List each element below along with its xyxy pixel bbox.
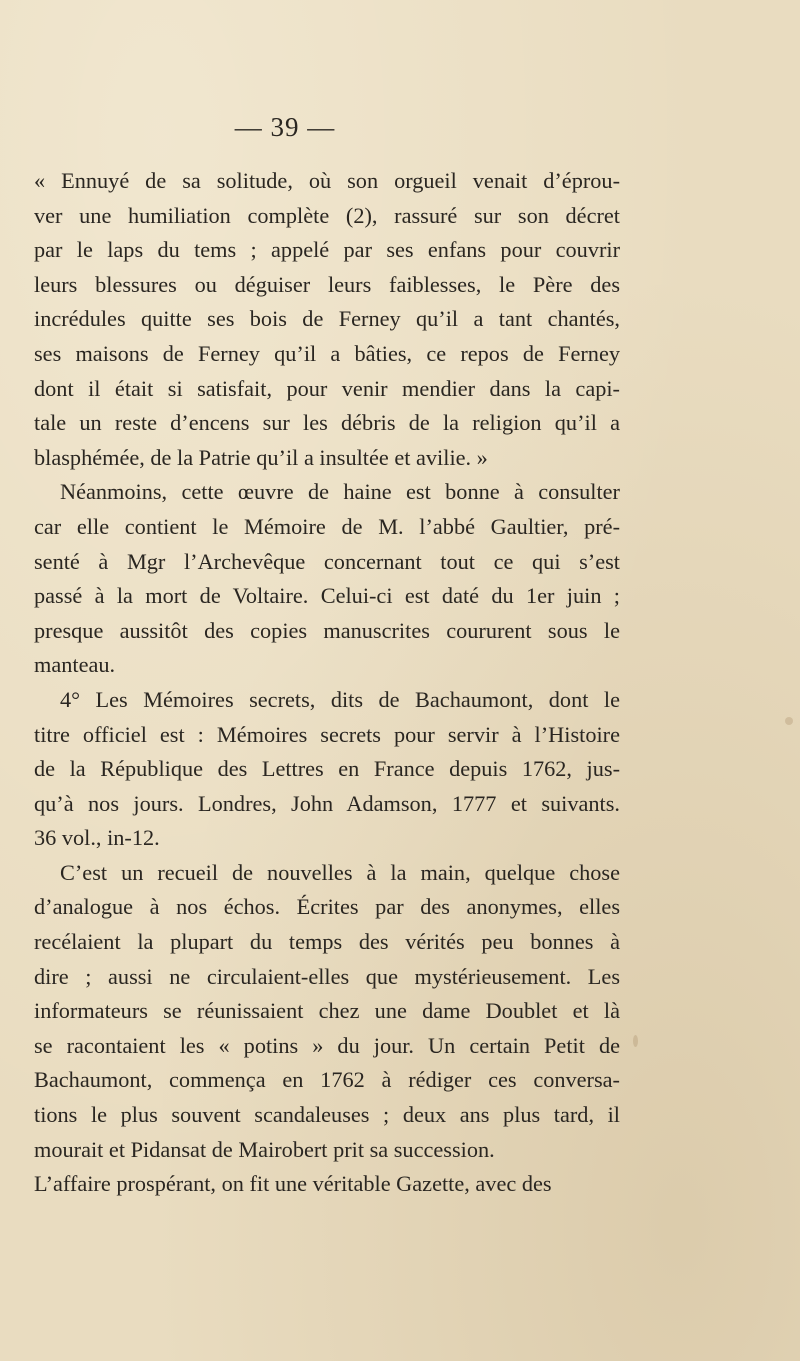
- text-line: de la République des Lettres en France depuis 1762, jus-: [34, 756, 620, 782]
- text-line: Néanmoins, cette œuvre de haine est bonne à consulter: [60, 479, 620, 505]
- page-text: [34, 164, 620, 1202]
- text-line: qu’à nos jours. Londres, John Adamson, 1777 et suivants.: [34, 790, 620, 816]
- text-line: manteau.: [34, 652, 116, 678]
- text-line: se racontaient les « potins » du jour. Un certain Petit de: [34, 1032, 620, 1058]
- text-line: passé à la mort de Voltaire. Celui-ci est daté du 1er juin ;: [34, 583, 620, 609]
- text-line: dont il était si satisfait, pour venir mendier dans la capi-: [34, 375, 620, 401]
- text-line: presque aussitôt des copies manuscrites coururent sous le: [34, 617, 620, 643]
- text-line: informateurs se réunissaient chez une dame Doublet et là: [34, 998, 620, 1024]
- text-line: tale un reste d’encens sur les débris de la religion qu’il a: [34, 410, 620, 436]
- text-line: car elle contient le Mémoire de M. l’abbé Gaultier, pré-: [34, 513, 620, 539]
- text-line: 4° Les Mémoires secrets, dits de Bachaumont, dont le: [60, 686, 620, 712]
- text-line: d’analogue à nos échos. Écrites par des anonymes, elles: [34, 894, 620, 920]
- text-line: ses maisons de Ferney qu’il a bâties, ce repos de Ferney: [34, 340, 620, 366]
- text-line: blasphémée, de la Patrie qu’il a insultée et avilie. »: [34, 444, 488, 470]
- text-line: senté à Mgr l’Archevêque concernant tout ce qui s’est: [34, 548, 620, 574]
- text-line: 36 vol., in-12.: [34, 825, 160, 851]
- text-line: C’est un recueil de nouvelles à la main, quelque chose: [60, 859, 620, 885]
- text-line: mourait et Pidansat de Mairobert prit sa succession.: [34, 1136, 495, 1162]
- text-line: tions le plus souvent scandaleuses ; deux ans plus tard, il: [34, 1102, 620, 1128]
- page-number: — 39 —: [234, 112, 336, 142]
- text-line: titre officiel est : Mémoires secrets pour servir à l’Histoire: [34, 721, 620, 747]
- text-line: recélaient la plupart du temps des vérités peu bonnes à: [34, 929, 620, 955]
- text-line: Bachaumont, commença en 1762 à rédiger ces conversa-: [34, 1067, 620, 1093]
- paper-spot: [633, 1035, 638, 1047]
- text-line: dire ; aussi ne circulaient-elles que mystérieusement. Les: [34, 963, 620, 989]
- text-line: incrédules quitte ses bois de Ferney qu’il a tant chantés,: [34, 306, 620, 332]
- text-line: leurs blessures ou déguiser leurs faiblesses, le Père des: [34, 271, 620, 297]
- text-line: « Ennuyé de sa solitude, où son orgueil venait d’éprou-: [34, 168, 620, 193]
- text-line: par le laps du tems ; appelé par ses enfans pour couvrir: [34, 237, 620, 263]
- text-line: ver une humiliation complète (2), rassuré sur son décret: [34, 202, 620, 228]
- paper-spot: [785, 717, 793, 725]
- text-line: L’affaire prospérant, on fit une véritable Gazette, avec des: [34, 1171, 552, 1197]
